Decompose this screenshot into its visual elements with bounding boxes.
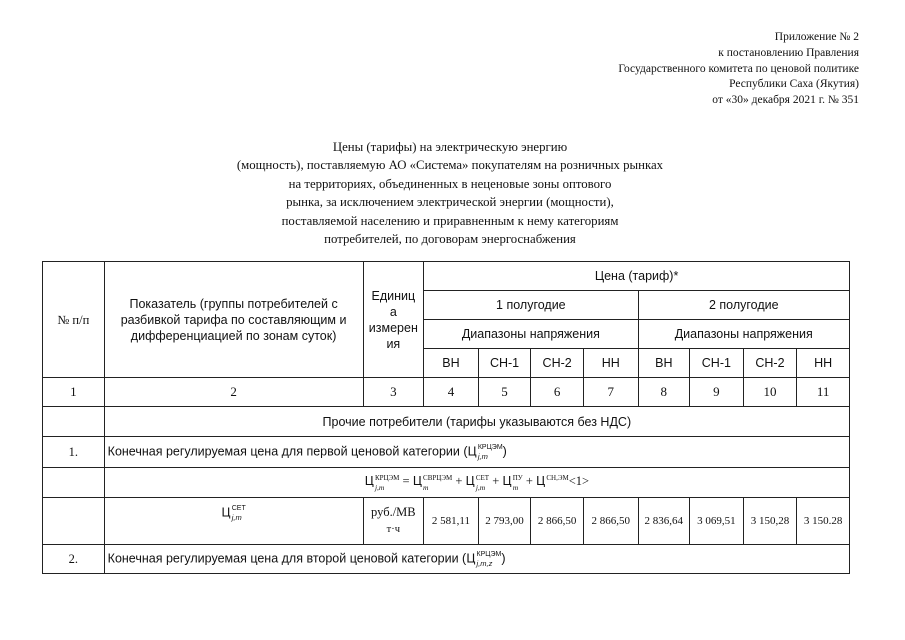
formula-symbol: Ц [465, 474, 475, 489]
document-title [150, 138, 750, 248]
price-symbol: Ц [467, 444, 477, 459]
header-level: ВН [424, 349, 479, 378]
symbol-subscript: j,m [231, 513, 242, 522]
tariff-value: 3 069,51 [690, 498, 744, 545]
formula-superscript: СН,ЭМ [546, 474, 569, 483]
formula-operator: + [489, 474, 503, 489]
column-number: 10 [743, 378, 797, 407]
header-level: НН [583, 349, 638, 378]
formula-superscript: ПУ [512, 473, 523, 482]
formula [104, 468, 849, 498]
row-number: 1. [43, 437, 105, 468]
tariff-value: 2 581,11 [424, 498, 479, 545]
appendix-block [618, 30, 859, 109]
tariff-value: 2 836,64 [638, 498, 690, 545]
price-symbol: Ц [221, 505, 231, 520]
row-number-empty [43, 498, 105, 545]
formula-superscript: КРЦЭМ [374, 473, 400, 482]
header-level: ВН [638, 349, 690, 378]
table-row [43, 545, 850, 574]
header-level: СН-1 [690, 349, 744, 378]
formula-empty-cell [43, 468, 105, 498]
row-label-text: Конечная регулируемая цена для второй ценовой категории ( [107, 551, 467, 566]
tariff-value: 3 150,28 [743, 498, 797, 545]
price-symbol: Ц [466, 551, 476, 566]
header-half-1: 1 полугодие [424, 291, 638, 320]
row-set-unit-line: руб./МВ [371, 505, 416, 519]
title-line: на территориях, объединенных в неценовые зоны оптового [288, 176, 612, 191]
formula-subscript: m [512, 482, 519, 492]
header-num: № п/п [43, 262, 105, 378]
column-number: 5 [478, 378, 531, 407]
appendix-line: от «30» декабря 2021 г. № 351 [712, 94, 859, 107]
column-number: 2 [104, 378, 363, 407]
formula-note: <1> [568, 474, 590, 489]
symbol-subscript: j,m,z [476, 559, 493, 568]
appendix-line: Республики Саха (Якутия) [729, 78, 859, 91]
tariff-value: 2 866,50 [531, 498, 584, 545]
tariff-value: 2 866,50 [583, 498, 638, 545]
title-line: потребителей, по договорам энергоснабжения [324, 232, 576, 247]
table-row [43, 498, 850, 545]
header-voltage-ranges-1: Диапазоны напряжения [424, 320, 638, 349]
formula-symbol: Ц [364, 474, 374, 489]
row-number: 2. [43, 545, 105, 574]
header-level: СН-2 [531, 349, 584, 378]
title-line: рынка, за исключением электрической энергии (мощности), [286, 195, 614, 210]
section-empty-cell [43, 407, 105, 437]
tariff-value: 3 150.28 [797, 498, 850, 545]
column-number: 3 [363, 378, 424, 407]
header-unit-line: Единиц [371, 288, 416, 303]
table-row [43, 437, 850, 468]
column-number: 4 [424, 378, 479, 407]
row-set-label [104, 498, 363, 545]
formula-subscript: j,m [374, 482, 385, 492]
row-label [104, 545, 849, 574]
formula-subscript: j,m [475, 482, 486, 492]
column-number-row [43, 378, 850, 407]
formula-row [43, 468, 850, 498]
symbol-superscript: КРЦЭМ [476, 551, 502, 558]
title-line: поставляемой населению и приравненным к нему категориям [281, 213, 619, 228]
header-unit [363, 262, 424, 378]
section-heading: Прочие потребители (тарифы указываются без НДС) [104, 407, 849, 437]
header-level: СН-2 [743, 349, 797, 378]
header-level: СН-1 [478, 349, 531, 378]
row-set-unit-line: т·ч [386, 524, 401, 535]
formula-operator: = [399, 474, 413, 489]
column-number: 7 [583, 378, 638, 407]
formula-symbol: Ц [502, 474, 512, 489]
formula-symbol: Ц [536, 474, 546, 489]
row-label-close: ) [502, 444, 507, 459]
row-label-text: Конечная регулируемая цена для первой ценовой категории ( [107, 444, 468, 459]
header-unit-line: измерен [368, 320, 418, 335]
symbol-superscript: КРЦЭМ [477, 444, 503, 451]
header-half-2: 2 полугодие [638, 291, 849, 320]
tariff-table [42, 261, 850, 574]
formula-superscript: СВРЦЭМ [423, 473, 453, 482]
formula-operator: + [522, 474, 537, 489]
formula-superscript: СЕТ [475, 473, 490, 482]
column-number: 1 [43, 378, 105, 407]
title-line: (мощность), поставляемую АО «Система» покупателям на розничных рынках [236, 158, 664, 173]
symbol-superscript: СЕТ [231, 505, 246, 512]
title-line: Цены (тарифы) на электрическую энергию [332, 140, 568, 154]
formula-subscript: m [423, 482, 429, 492]
header-indicator: Показатель (группы потребителей с разбивкой тарифа по составляющим и дифференциацией по зонам суток) [104, 262, 363, 378]
header-unit-line: ия [386, 336, 401, 351]
appendix-line: Государственного комитета по ценовой политике [618, 62, 859, 75]
column-number: 9 [690, 378, 744, 407]
header-price: Цена (тариф)* [424, 262, 850, 291]
column-number: 8 [638, 378, 690, 407]
column-number: 11 [797, 378, 850, 407]
tariff-value: 2 793,00 [478, 498, 531, 545]
column-number: 6 [531, 378, 584, 407]
header-voltage-ranges-2: Диапазоны напряжения [638, 320, 849, 349]
symbol-subscript: j,m [477, 452, 488, 461]
header-unit-line: а [389, 304, 397, 319]
header-level: НН [797, 349, 850, 378]
appendix-line: Приложение № 2 [774, 31, 859, 43]
appendix-line: к постановлению Правления [718, 46, 859, 59]
row-set-unit [363, 498, 424, 545]
row-label-close: ) [501, 551, 506, 566]
formula-symbol: Ц [412, 474, 423, 489]
formula-operator: + [452, 474, 466, 489]
row-label [104, 437, 849, 468]
